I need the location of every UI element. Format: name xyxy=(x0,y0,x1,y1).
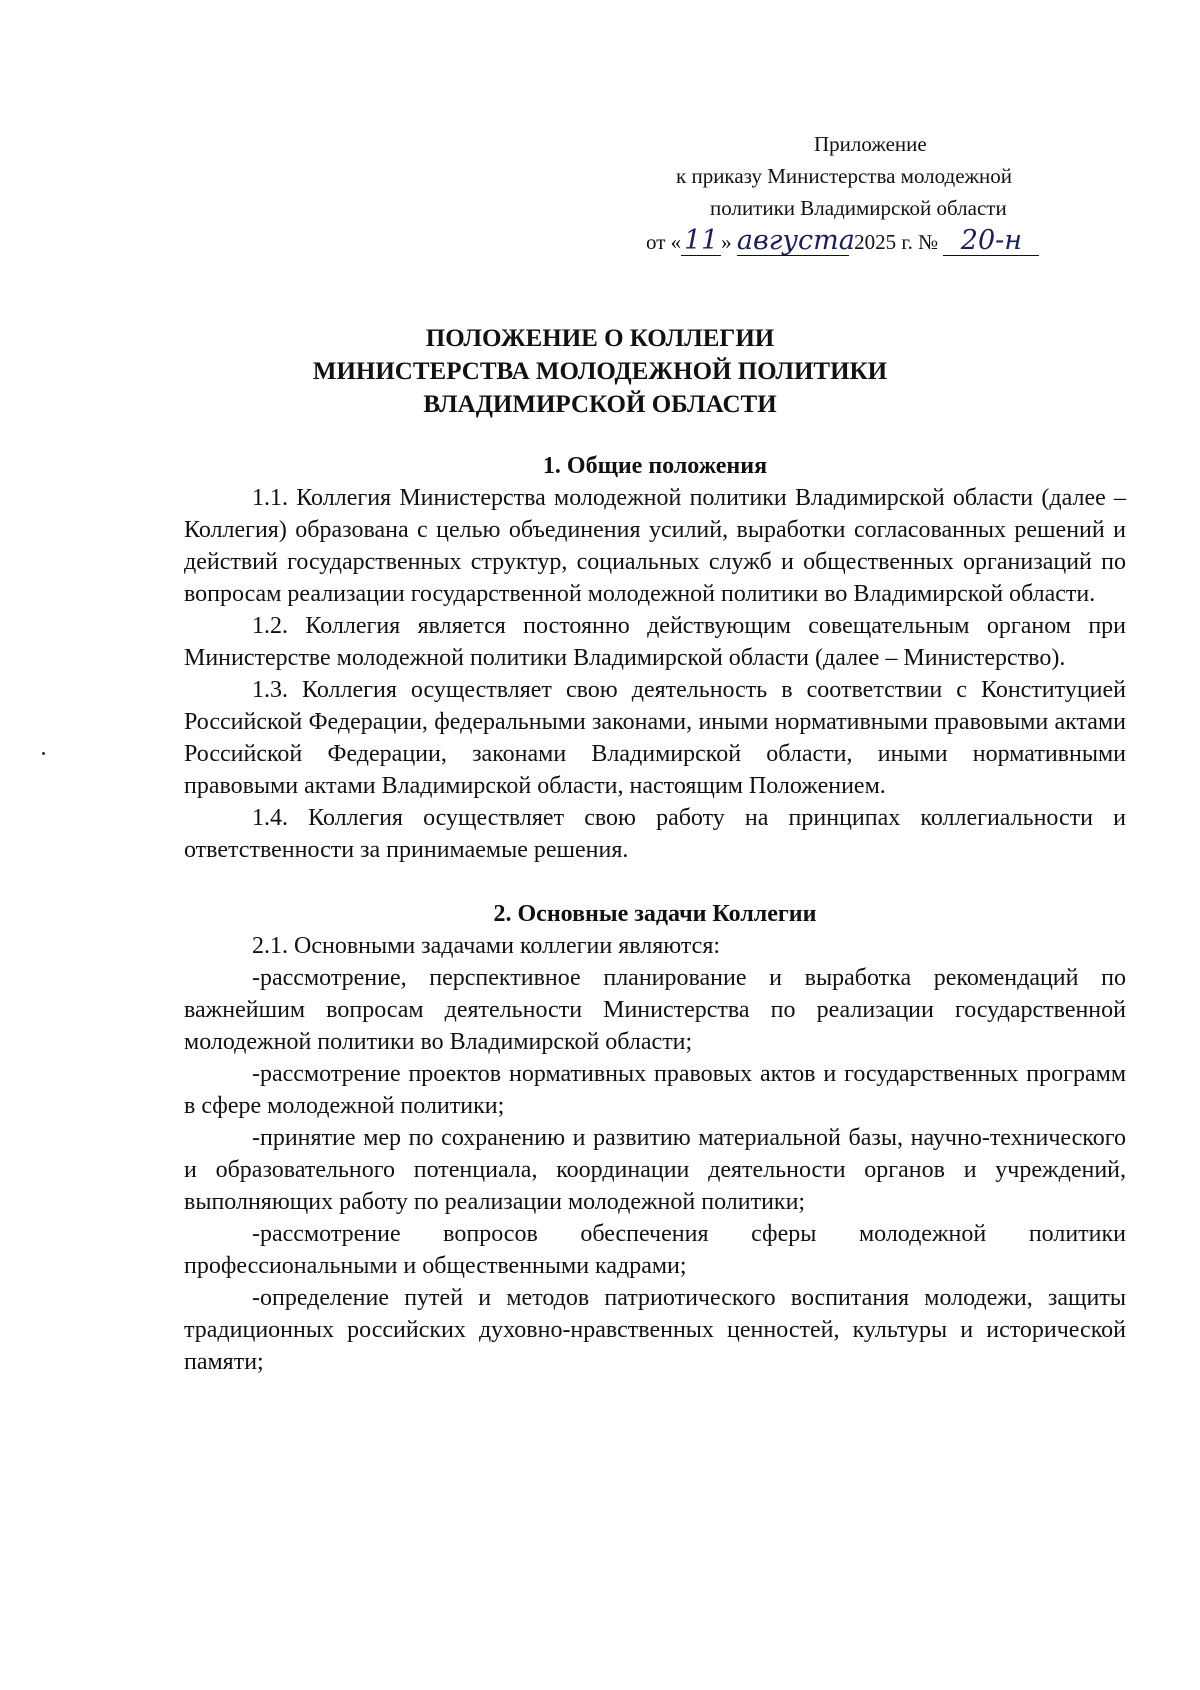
margin-speck xyxy=(42,752,45,755)
task-item-personnel: -рассмотрение вопросов обеспечения сферы молодежной политики профессиональными и общественными кадрами; xyxy=(184,1221,1126,1279)
appendix-ministry: политики Владимирской области xyxy=(710,196,1007,220)
appendix-order-ref: к приказу Министерства молодежной xyxy=(676,164,1013,188)
paragraph-1-2: 1.2. Коллегия является постоянно действующим совещательным органом при Министерстве молодежной политики Владимирской области (далее – Министерство). xyxy=(184,613,1126,671)
appendix-date-line xyxy=(646,226,1086,258)
paragraph-1-1: 1.1. Коллегия Министерства молодежной политики Владимирской области (далее – Коллегия) образована с целью объединения усилий, выработки согласованных решений и действий государственных структур, социальных служб и общественных организаций по вопросам реализации государственной молодежной политики во Владимирской области. xyxy=(184,485,1126,607)
task-item-drafts: -рассмотрение проектов нормативных правовых актов и государственных программ в сфере молодежной политики; xyxy=(184,1061,1126,1119)
handwritten-order-number: 20-н xyxy=(943,227,1039,256)
handwritten-month: августа xyxy=(736,225,855,256)
title-line-2: МИНИСТЕРСТВА МОЛОДЕЖНОЙ ПОЛИТИКИ xyxy=(312,358,888,385)
section-heading-tasks: 2. Основные задачи Коллегии xyxy=(493,901,817,927)
section-heading-general: 1. Общие положения xyxy=(542,453,768,479)
date-quote-close: » xyxy=(721,230,732,254)
appendix-header xyxy=(646,128,1108,258)
document-body xyxy=(184,450,1126,1378)
task-item-planning: -рассмотрение, перспективное планирование и выработка рекомендаций по важнейшим вопросам деятельности Министерства по реализации государственной молодежной политики во Владимирской области; xyxy=(184,965,1126,1055)
task-item-patriotic: -определение путей и методов патриотического воспитания молодежи, защиты традиционных российских духовно-нравственных ценностей, культуры и исторической памяти; xyxy=(184,1285,1126,1375)
title-line-1: ПОЛОЖЕНИЕ О КОЛЛЕГИИ xyxy=(425,325,775,352)
order-year-number-label: 2025 г. № xyxy=(854,230,939,254)
date-prefix: от « xyxy=(646,230,682,254)
paragraph-2-1: 2.1. Основными задачами коллегии являются: xyxy=(252,933,721,959)
document-title xyxy=(150,322,1050,421)
title-line-3: ВЛАДИМИРСКОЙ ОБЛАСТИ xyxy=(423,391,777,418)
paragraph-1-4: 1.4. Коллегия осуществляет свою работу на принципах коллегиальности и ответственности за принимаемые решения. xyxy=(184,805,1126,863)
paragraph-1-3: 1.3. Коллегия осуществляет свою деятельность в соответствии с Конституцией Российской Федерации, федеральными законами, иными нормативными правовыми актами Российской Федерации, законами Владимирской области, иными нормативными правовыми актами Владимирской области, настоящим Положением. xyxy=(184,677,1126,799)
appendix-label: Приложение xyxy=(814,132,927,156)
task-item-material-base: -принятие мер по сохранению и развитию материальной базы, научно-технического и образовательного потенциала, координации деятельности органов и учреждений, выполняющих работу по реализации молодежной политики; xyxy=(184,1125,1126,1215)
handwritten-day: 11 xyxy=(681,227,721,256)
